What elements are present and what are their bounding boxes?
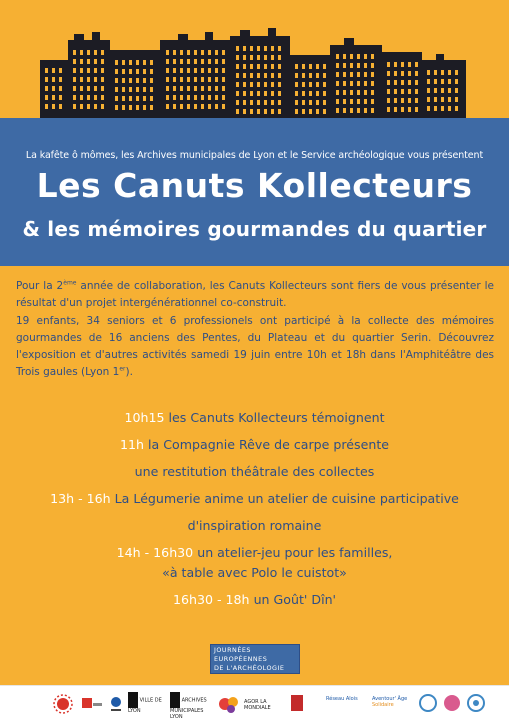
partner-logo-archives <box>170 692 214 720</box>
intro-p1-sup: ème <box>63 279 77 287</box>
program-text: un atelier-jeu pour les familles, <box>197 545 393 560</box>
page-subtitle: & les mémoires gourmandes du quartier <box>22 217 487 241</box>
program-line <box>0 462 509 482</box>
jea-logo <box>210 644 300 674</box>
program-text: un Goût' Dîn' <box>253 592 337 607</box>
partner-logo-blue <box>108 694 124 714</box>
intro-p2-sup: er <box>119 365 126 373</box>
partner-logo-sun <box>52 694 74 714</box>
program-time: 13h - 16h <box>50 491 111 506</box>
partner-logo-redsquare <box>290 694 304 712</box>
tagline: La kafête ô mômes, les Archives municipales de Lyon et le Service archéologique vous présentent <box>25 150 484 161</box>
program-time: 10h15 <box>124 410 165 425</box>
partner-logo-circle-c <box>466 693 486 713</box>
intro-p2-start: 19 enfants, 34 seniors et 6 professionels ont participé à la collecte des mémoires gourmandes de 16 anciens des Pentes, du Plateau et du quartier Serin. Découvrez l'exposition et d'autres activités samedi 19 juin entre 10h et 18h dans l'Amphitéâtre des Trois gaules (Lyon 1 <box>16 314 494 379</box>
program-line <box>0 543 509 563</box>
intro-paragraph-1 <box>16 278 494 313</box>
program-line <box>0 516 509 536</box>
partner-logo-agor-text: AGOR LA MONDIALE <box>244 699 271 711</box>
program-line <box>0 563 509 583</box>
partner-logo-colorful <box>217 693 241 715</box>
partner-logo-solidaire-text: Solidaire <box>372 702 394 708</box>
intro-p1-start: Pour la 2 <box>16 280 64 292</box>
program-text: d'inspiration romaine <box>187 518 322 533</box>
program-text: La Légumerie anime un atelier de cuisine participative <box>114 491 459 506</box>
partner-logo-agor <box>244 699 288 721</box>
jea-logo-line: JOURNÉES <box>214 646 251 654</box>
partner-logo-aventour <box>372 696 414 718</box>
program-line <box>0 435 509 455</box>
intro-p1-end: année de collaboration, les Canuts Kollecteurs sont fiers de vous présenter le résultat d'un projet intergénérationnel co-construit. <box>16 280 495 310</box>
program-text: les Canuts Kollecteurs témoignent <box>168 410 385 425</box>
program-line <box>0 489 509 509</box>
partner-logo-circle-b <box>442 693 462 713</box>
program-time: 16h30 - 18h <box>172 592 250 607</box>
partner-logo-ville <box>128 692 168 714</box>
program-time: 11h <box>119 437 144 452</box>
partner-logo-ville-text: VILLE DE LYON <box>128 697 162 714</box>
partner-logos-bar <box>0 685 509 721</box>
jea-logo-line: EUROPÉENNES <box>214 655 268 663</box>
intro-text <box>16 278 494 382</box>
partner-logo-red <box>80 694 104 714</box>
archives-icon <box>170 692 180 708</box>
partner-logo-archives-text: ARCHIVES MUNICIPALES LYON <box>170 697 207 720</box>
partner-logo-circle-a <box>418 693 438 713</box>
intro-paragraph-2 <box>16 313 494 382</box>
program-text: «à table avec Polo le cuistot» <box>162 565 347 580</box>
jea-logo-line: DE L'ARCHÉOLOGIE <box>214 664 285 672</box>
partner-logo-reseau <box>326 696 370 718</box>
intro-p2-end: ). <box>125 366 133 379</box>
program-line <box>0 408 509 428</box>
page-title: Les Canuts Kollecteurs <box>36 166 473 205</box>
program-text: la Compagnie Rêve de carpe présente <box>148 437 390 452</box>
partner-logo-reseau-text: Réseau Alois <box>326 696 358 702</box>
program-schedule <box>0 408 509 610</box>
program-line <box>0 590 509 610</box>
partner-logo-aventour-text: Aventour' Âge <box>372 696 408 702</box>
program-time: 14h - 16h30 <box>116 545 194 560</box>
program-text: une restitution théâtrale des collectes <box>134 464 375 479</box>
lion-icon <box>128 692 138 708</box>
